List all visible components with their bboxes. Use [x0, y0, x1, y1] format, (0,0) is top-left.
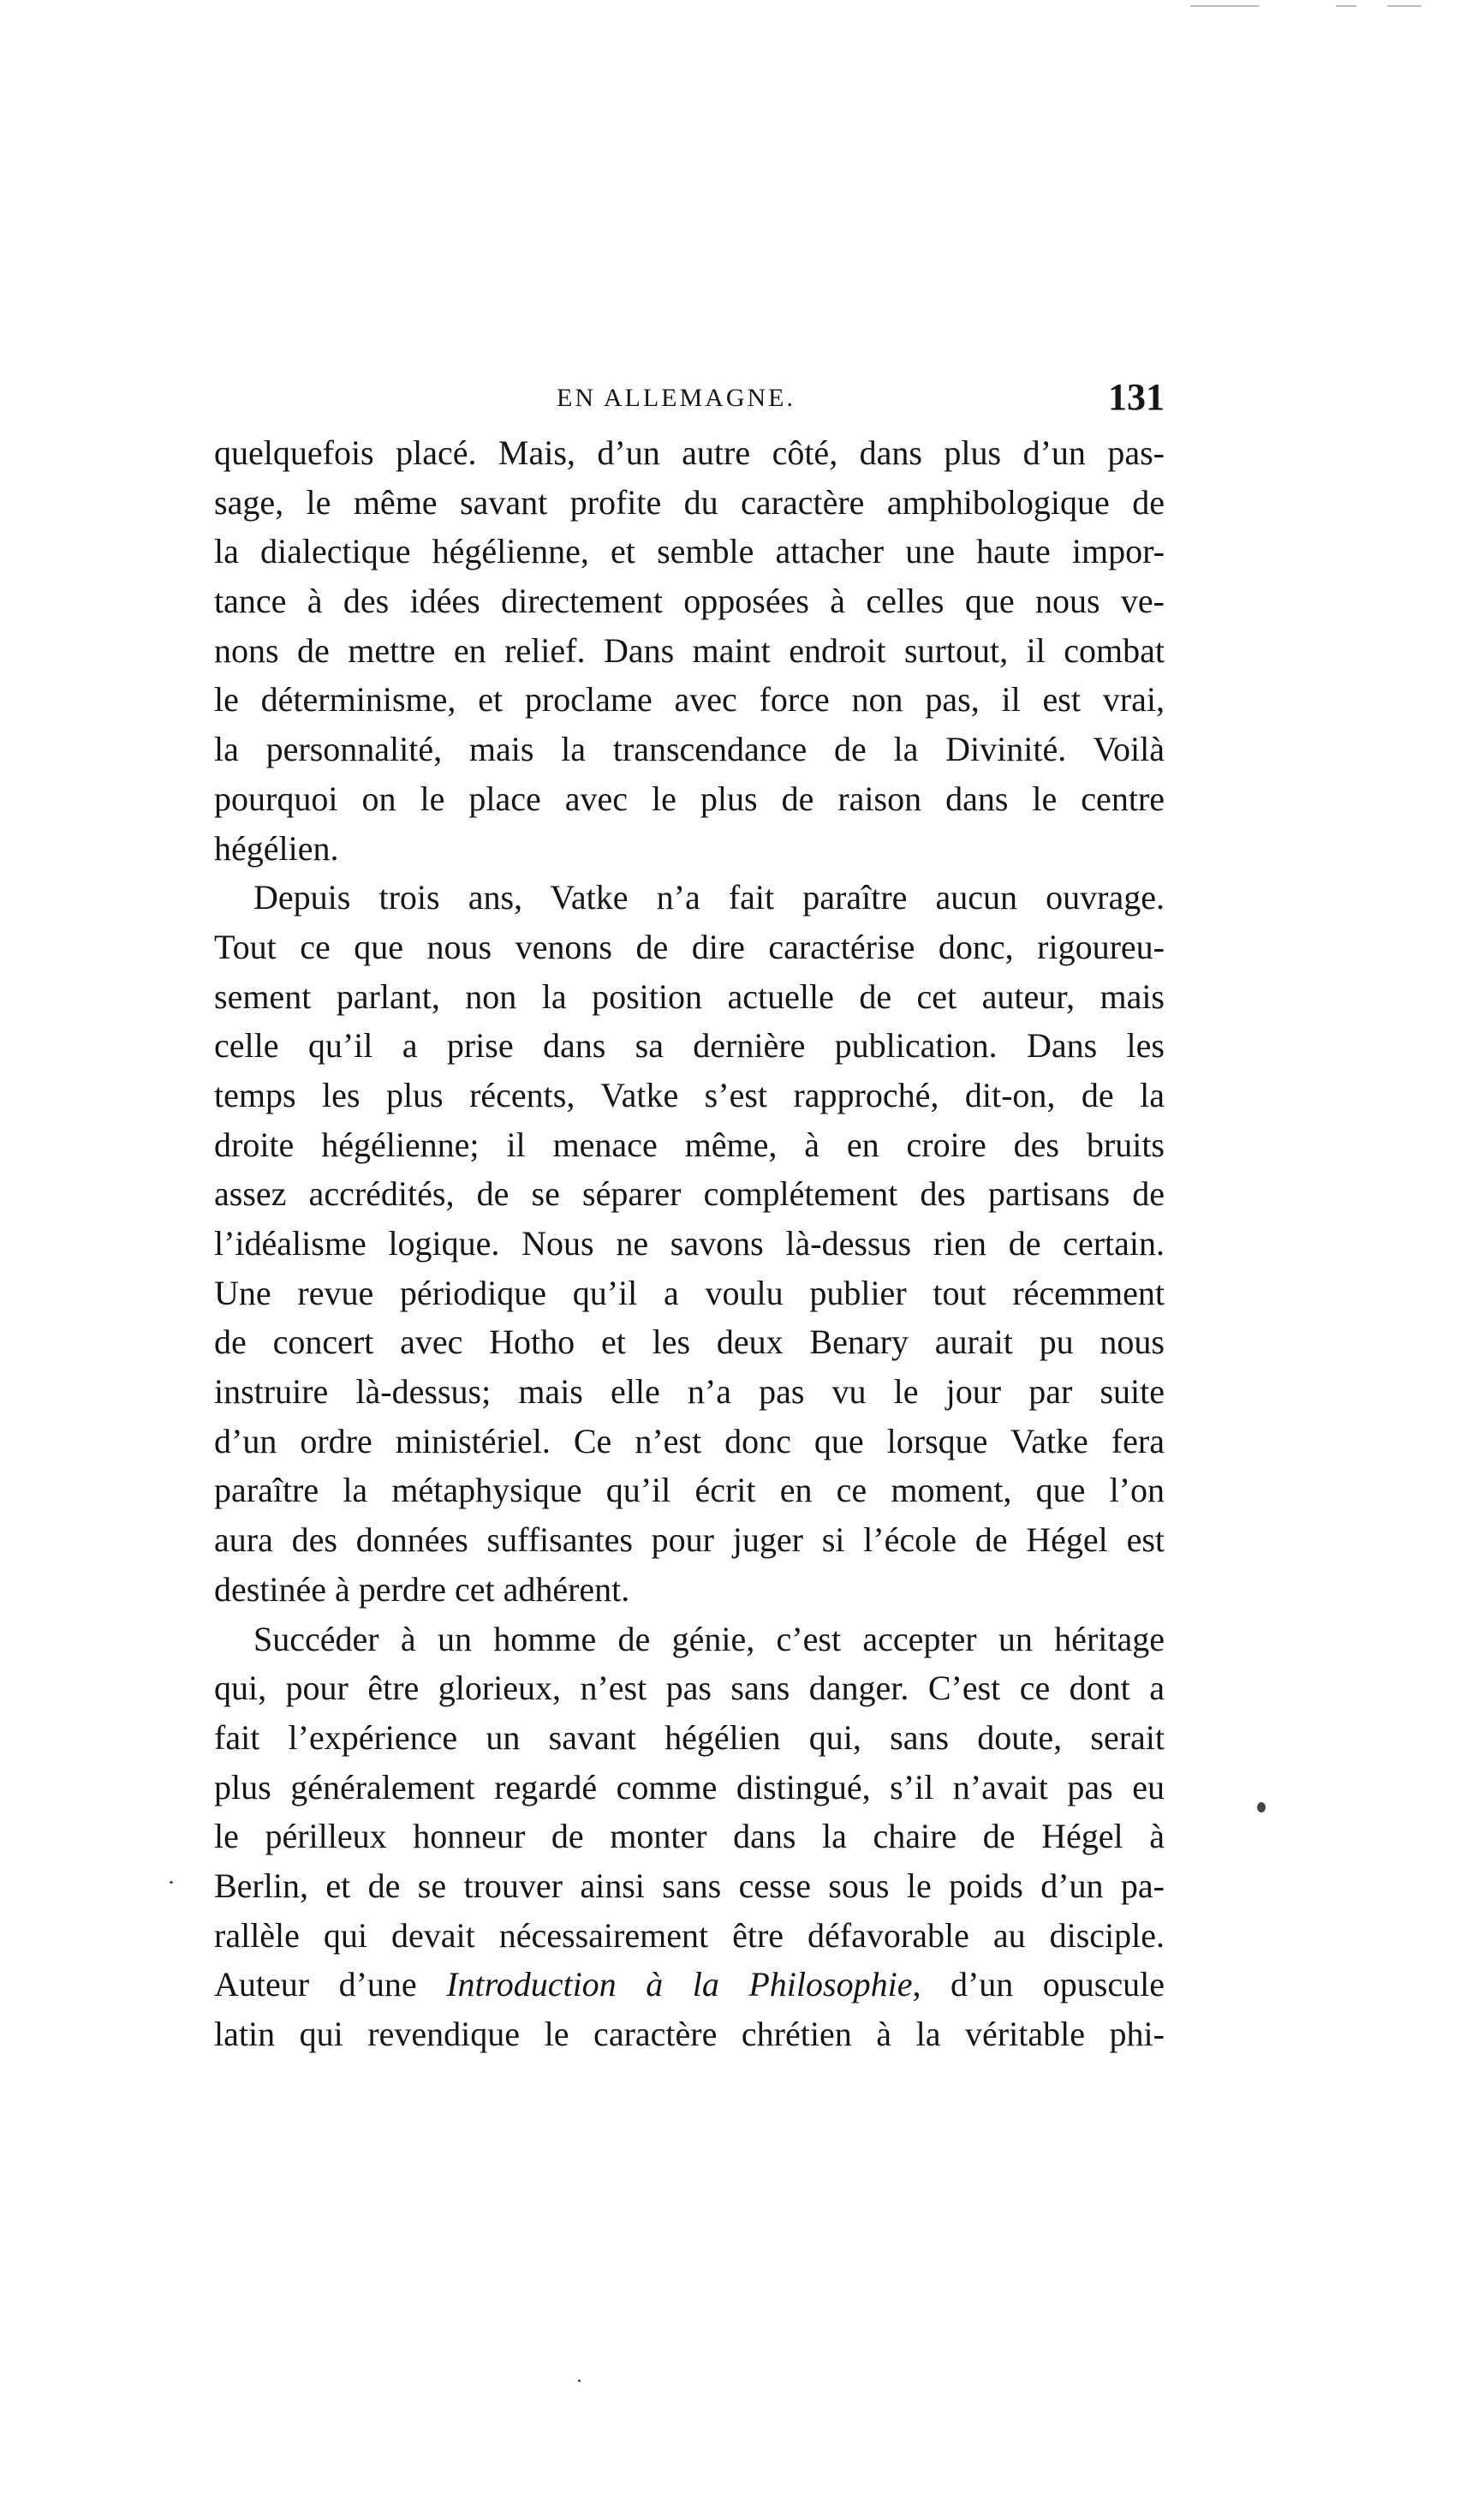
paragraph-3 [214, 1615, 1165, 2059]
text-line: fait l’expérience un savant hégélien qui, sans doute, serait [214, 1717, 1165, 1757]
text-line: le périlleux honneur de monter dans la chaire de Hégel à [214, 1817, 1165, 1856]
text-line: nons de mettre en relief. Dans maint endroit surtout, il combat [214, 630, 1165, 670]
text-line: celle qu’il a prise dans sa dernière publication. Dans les [214, 1026, 1165, 1066]
text-line: Tout ce que nous venons de dire caractérise donc, rigoureu- [214, 927, 1165, 966]
text-line: aura des données suffisantes pour juger si l’école de Hégel est [214, 1520, 1165, 1560]
text-line-with-title [214, 1960, 1165, 2009]
text-line: hégélien. [214, 828, 339, 868]
running-head [214, 375, 1165, 427]
paragraph-2 [214, 873, 1165, 1614]
text-line: assez accrédités, de se séparer complétement des partisans de [214, 1174, 1165, 1214]
text-line: l’idéalisme logique. Nous ne savons là-dessus rien de certain. [214, 1224, 1165, 1263]
text-line: droite hégélienne; il menace même, à en croire des bruits [214, 1125, 1165, 1164]
top-edge-mark [1387, 5, 1421, 7]
ink-speck [170, 1881, 173, 1884]
text-line: quelquefois placé. Mais, d’un autre côté, dans plus d’un pas- [214, 433, 1165, 472]
line-prefix: Auteur d’une [214, 1965, 447, 2004]
text-line: tance à des idées directement opposées à celles que nous ve- [214, 582, 1165, 621]
text-line: Depuis trois ans, Vatke n’a fait paraître aucun ouvrage. [253, 878, 1165, 917]
text-line: qui, pour être glorieux, n’est pas sans danger. C’est ce dont a [214, 1669, 1165, 1708]
text-line: plus généralement regardé comme distingué, s’il n’avait pas eu [214, 1767, 1165, 1806]
text-line: sement parlant, non la position actuelle de cet auteur, mais [214, 976, 1165, 1016]
text-line: de concert avec Hotho et les deux Benary aurait pu nous [214, 1323, 1165, 1362]
text-line: Berlin, et de se trouver ainsi sans cesse sous le poids d’un pa- [214, 1866, 1165, 1905]
text-line: rallèle qui devait nécessairement être défavorable au disciple. [214, 1915, 1165, 1955]
text-line: le déterminisme, et proclame avec force non pas, il est vrai, [214, 680, 1165, 720]
ink-speck [578, 2380, 581, 2382]
paragraph-1 [214, 428, 1165, 873]
text-line: paraître la métaphysique qu’il écrit en ce moment, que l’on [214, 1471, 1165, 1510]
text-line: sage, le même savant profite du caractère amphibologique de [214, 482, 1165, 522]
text-line: la dialectique hégélienne, et semble attacher une haute impor- [214, 532, 1165, 571]
text-line: instruire là-dessus; mais elle n’a pas vu le jour par suite [214, 1372, 1165, 1412]
text-line: la personnalité, mais la transcendance de la Divinité. Voilà [214, 730, 1165, 769]
page-number: 131 [1108, 376, 1165, 418]
text-line: latin qui revendique le caractère chrétien à la véritable phi- [214, 2015, 1165, 2053]
top-edge-mark [1190, 5, 1259, 7]
running-title: EN ALLEMAGNE. [557, 384, 796, 412]
top-edge-mark [1336, 5, 1356, 7]
text-line: Une revue périodique qu’il a voulu publier tout récemment [214, 1273, 1165, 1312]
ink-speck [1257, 1802, 1266, 1812]
line-suffix: , d’un opuscule [912, 1965, 1165, 2004]
text-line: Succéder à un homme de génie, c’est accepter un héritage [253, 1619, 1165, 1658]
text-line: temps les plus récents, Vatke s’est rapproché, dit-on, de la [214, 1075, 1165, 1114]
text-line: pourquoi on le place avec le plus de raison dans le centre [214, 779, 1165, 818]
text-line: destinée à perdre cet adhérent. [214, 1569, 630, 1609]
text-line: d’un ordre ministériel. Ce n’est donc que lorsque Vatke fera [214, 1421, 1165, 1460]
body-text [214, 428, 1165, 2059]
book-title: Introduction à la Philosophie [446, 1965, 913, 2004]
